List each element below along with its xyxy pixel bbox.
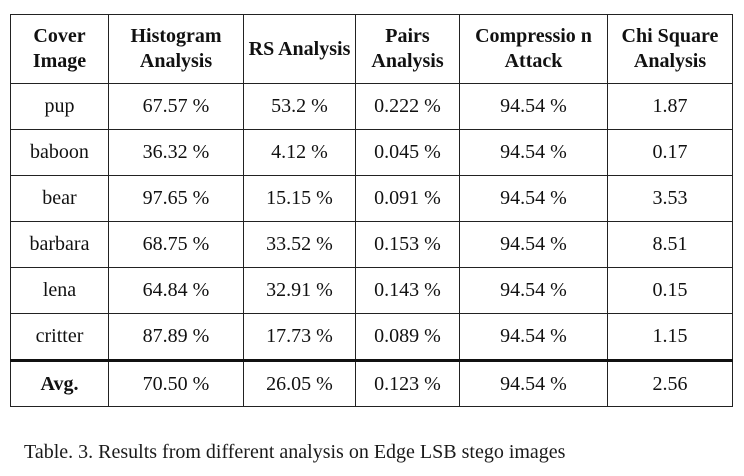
cell-pairs: 0.222 % [356,84,460,130]
header-compression-attack: Compressio n Attack [460,15,608,84]
header-cover-image: Cover Image [11,15,109,84]
header-chi-square-analysis: Chi Square Analysis [608,15,733,84]
results-table [10,14,733,407]
table-row [11,130,733,176]
cell-pairs: 0.091 % [356,176,460,222]
header-pairs-analysis: Pairs Analysis [356,15,460,84]
cell-image-name: barbara [11,222,109,268]
cell-histogram: 87.89 % [109,314,244,361]
cell-chi-square: 8.51 [608,222,733,268]
cell-pairs: 0.089 % [356,314,460,361]
header-row [11,15,733,84]
cell-compression: 94.54 % [460,268,608,314]
cell-pairs: 0.153 % [356,222,460,268]
average-label: Avg. [11,361,109,407]
cell-compression: 94.54 % [460,84,608,130]
average-row [11,361,733,407]
cell-compression: 94.54 % [460,130,608,176]
cell-image-name: bear [11,176,109,222]
cell-chi-square: 1.87 [608,84,733,130]
cell-image-name: baboon [11,130,109,176]
cell-histogram: 36.32 % [109,130,244,176]
cell-pairs: 0.143 % [356,268,460,314]
average-chi-square: 2.56 [608,361,733,407]
cell-rs: 17.73 % [244,314,356,361]
header-rs-analysis: RS Analysis [244,15,356,84]
cell-histogram: 68.75 % [109,222,244,268]
cell-compression: 94.54 % [460,222,608,268]
table-row [11,268,733,314]
table-row [11,84,733,130]
cell-compression: 94.54 % [460,314,608,361]
cell-histogram: 97.65 % [109,176,244,222]
average-pairs: 0.123 % [356,361,460,407]
cell-chi-square: 1.15 [608,314,733,361]
cell-image-name: critter [11,314,109,361]
cell-pairs: 0.045 % [356,130,460,176]
cell-rs: 4.12 % [244,130,356,176]
table-caption: Table. 3. Results from different analysis on Edge LSB stego images [24,441,566,463]
average-compression: 94.54 % [460,361,608,407]
cell-chi-square: 3.53 [608,176,733,222]
cell-rs: 15.15 % [244,176,356,222]
table-row [11,314,733,361]
cell-chi-square: 0.17 [608,130,733,176]
cell-rs: 53.2 % [244,84,356,130]
table-row [11,176,733,222]
cell-rs: 32.91 % [244,268,356,314]
table-row [11,222,733,268]
cell-chi-square: 0.15 [608,268,733,314]
cell-histogram: 67.57 % [109,84,244,130]
cell-image-name: lena [11,268,109,314]
average-rs: 26.05 % [244,361,356,407]
average-histogram: 70.50 % [109,361,244,407]
cell-image-name: pup [11,84,109,130]
cell-histogram: 64.84 % [109,268,244,314]
header-histogram-analysis: Histogram Analysis [109,15,244,84]
cell-compression: 94.54 % [460,176,608,222]
cell-rs: 33.52 % [244,222,356,268]
